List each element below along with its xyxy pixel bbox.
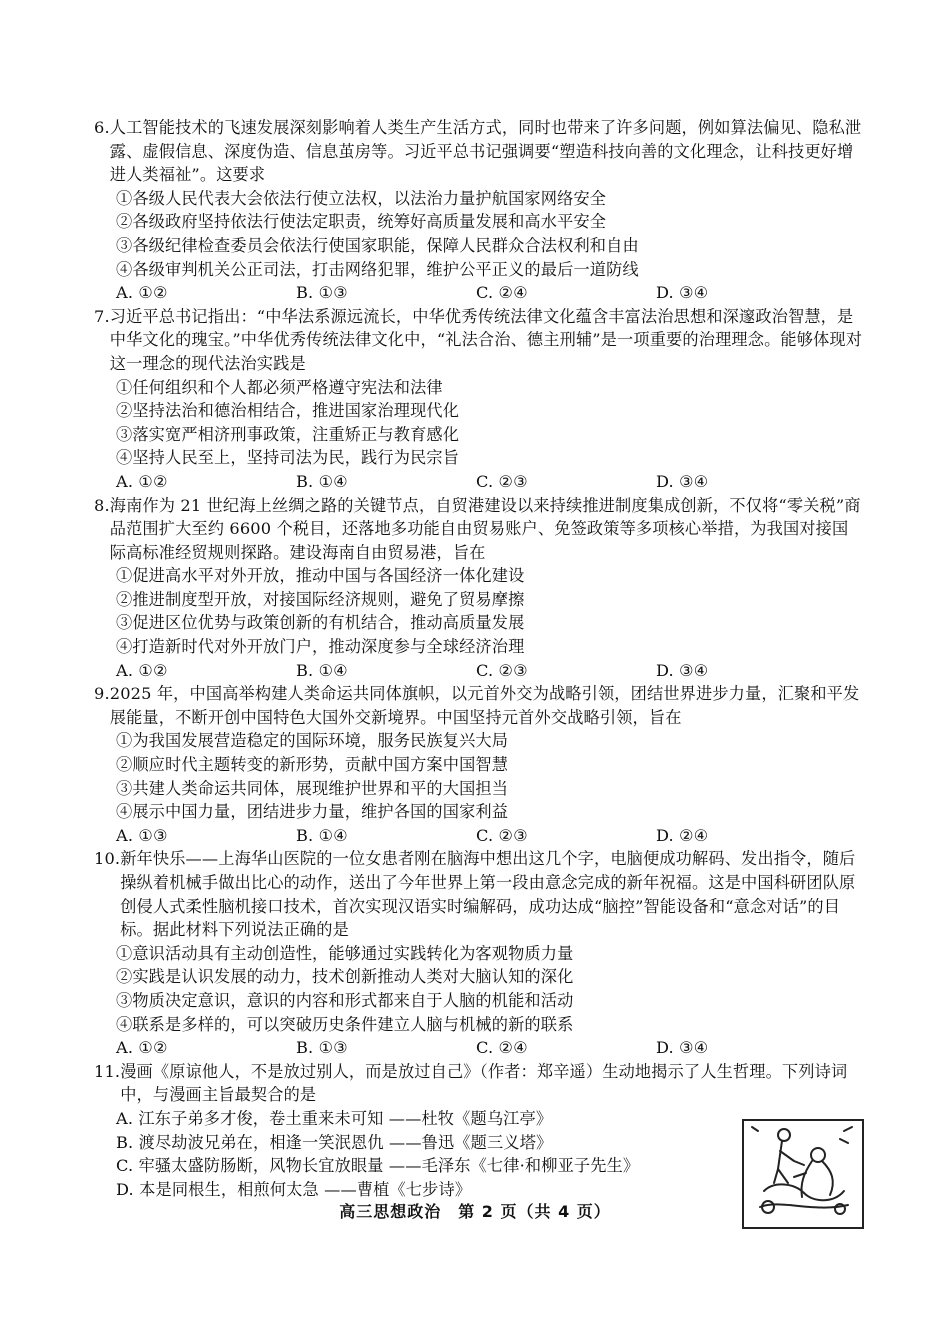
- option-4: ④各级审判机关公正司法，打击网络犯罪，维护公平正义的最后一道防线: [116, 259, 639, 279]
- option-1: ①促进高水平对外开放，推动中国与各国经济一体化建设: [116, 566, 525, 586]
- answer-choices: [94, 659, 864, 683]
- answer-choices: [94, 824, 864, 848]
- question-6: [94, 116, 864, 305]
- option-2: ②各级政府坚持依法行使法定职责，统筹好高质量发展和高水平安全: [116, 212, 607, 232]
- answer-d: D. 本是同根生，相煎何太急 ——曹植《七步诗》: [116, 1179, 472, 1199]
- option-3: ③物质决定意识，意识的内容和形式都来自于人脑的机能和活动: [116, 990, 574, 1010]
- choice-c: C. ②③: [476, 660, 528, 680]
- question-text: 2025 年，中国高举构建人类命运共同体旗帜，以元首外交为战略引领，团结世界进步力量，汇聚和平发展能量，不断开创中国特色大国外交新境界。中国坚持元首外交战略引领，旨在: [109, 684, 860, 727]
- question-stem: [94, 305, 864, 376]
- answer-b: B. 渡尽劫波兄弟在，相逢一笑泯恩仇 ——鲁迅《题三义塔》: [116, 1132, 553, 1152]
- answer-c: C. 牢骚太盛防肠断，风物长宜放眼量 ——毛泽东《七律·和柳亚子先生》: [116, 1156, 640, 1176]
- question-number: 6.: [94, 118, 110, 137]
- question-text: 海南作为 21 世纪海上丝绸之路的关键节点，自贸港建设以来持续推进制度集成创新，不仅将“零关税”商品范围扩大至约 6600 个税目，还落地多功能自由贸易账户、免签政策等多项核心举措，为我国对接国际高标准经贸规则探路。建设海南自由贸易港，旨在: [109, 495, 861, 562]
- question-stem: [94, 682, 864, 729]
- choice-d: D. ②④: [656, 825, 709, 845]
- question-stem: [94, 116, 864, 187]
- question-text: 新年快乐——上海华山医院的一位女患者刚在脑海中想出这几个字，电脑便成功解码、发出指令，随后操纵着机械手做出比心的动作，送出了今年世界上第一段由意念完成的新年祝福。这是中国科研团队原创侵人式柔性脑机接口技术，首次实现汉语实时编解码，成功达成“脑控”智能设备和“意念对话”的目标。据此材料下列说法正确的是: [120, 849, 856, 940]
- question-stem: [94, 847, 864, 941]
- question-number: 10.: [94, 849, 121, 869]
- option-2: ②推进制度型开放，对接国际经济规则，避免了贸易摩擦: [116, 589, 525, 609]
- choice-a: A. ①②: [116, 471, 168, 491]
- option-4: ④联系是多样的，可以突破历史条件建立人脑与机械的新的联系: [116, 1014, 574, 1034]
- question-text: 习近平总书记指出：“中华法系源远流长，中华优秀传统法律文化蕴含丰富法治思想和深邃政治智慧，是中华文化的瑰宝。”中华优秀传统法律文化中，“礼法合治、德主刑辅”是一项重要的治理理念。能够体现对这一理念的现代法治实践是: [109, 306, 863, 373]
- question-7: [94, 305, 864, 494]
- choice-a: A. ①②: [116, 660, 168, 680]
- question-9: [94, 682, 864, 847]
- question-stem: [94, 1060, 864, 1107]
- question-8: [94, 494, 864, 683]
- choice-b: B. ①③: [296, 283, 348, 303]
- exam-page: [94, 116, 864, 1229]
- option-1: ①意识活动具有主动创造性，能够通过实践转化为客观物质力量: [116, 943, 574, 963]
- choice-d: D. ③④: [656, 283, 709, 303]
- choice-d: D. ③④: [656, 660, 709, 680]
- option-2: ②实践是认识发展的动力，技术创新推动人类对大脑认知的深化: [116, 967, 574, 987]
- answer-choices: [94, 281, 864, 305]
- answer-choices: [94, 470, 864, 494]
- option-2: ②顺应时代主题转变的新形势，贡献中国方案中国智慧: [116, 755, 509, 775]
- option-2: ②坚持法治和德治相结合，推进国家治理现代化: [116, 401, 460, 421]
- choice-c: C. ②④: [476, 1038, 528, 1058]
- choice-c: C. ②③: [476, 471, 528, 491]
- option-3: ③落实宽严相济刑事政策，注重矫正与教育感化: [116, 424, 460, 444]
- question-10: [94, 847, 864, 1059]
- choice-d: D. ③④: [656, 471, 709, 491]
- choice-c: C. ②④: [476, 283, 528, 303]
- option-4: ④展示中国力量，团结进步力量，维护各国的国家利益: [116, 802, 509, 822]
- choice-d: D. ③④: [656, 1038, 709, 1058]
- page-footer: 高三思想政治 第 2 页（共 4 页）: [339, 1202, 611, 1221]
- question-number: 8.: [94, 495, 110, 515]
- choice-a: A. ①②: [116, 283, 168, 303]
- choice-b: B. ①④: [296, 825, 348, 845]
- option-1: ①任何组织和个人都必须严格遵守宪法和法律: [116, 377, 443, 397]
- question-text: 人工智能技术的飞速发展深刻影响着人类生产生活方式，同时也带来了许多问题，例如算法偏见、隐私泄露、虚假信息、深度伪造、信息茧房等。习近平总书记强调要“塑造科技向善的文化理念，让科技更好增进人类福祉”。这要求: [109, 118, 862, 185]
- question-text: 漫画《原谅他人，不是放过别人，而是放过自己》（作者：郑辛遥）生动地揭示了人生哲理。下列诗词中，与漫画主旨最契合的是: [120, 1061, 848, 1105]
- choice-c: C. ②③: [476, 825, 528, 845]
- answer-a: A. 江东子弟多才俊，卷土重来未可知 ——杜牧《题乌江亭》: [116, 1108, 553, 1128]
- option-3: ③共建人类命运共同体，展现维护世界和平的大国担当: [116, 778, 509, 798]
- choice-b: B. ①③: [296, 1038, 348, 1058]
- answer-choices: [94, 1036, 864, 1060]
- choice-b: B. ①④: [296, 660, 348, 680]
- choice-a: A. ①②: [116, 1038, 168, 1058]
- question-number: 11.: [94, 1061, 121, 1081]
- choice-b: B. ①④: [296, 471, 348, 491]
- option-3: ③各级纪律检查委员会依法行使国家职能，保障人民群众合法权利和自由: [116, 235, 639, 255]
- option-1: ①各级人民代表大会依法行使立法权，以法治力量护航国家网络安全: [116, 188, 607, 208]
- choice-a: A. ①③: [116, 825, 168, 845]
- question-stem: [94, 494, 864, 565]
- option-3: ③促进区位优势与政策创新的有机结合，推动高质量发展: [116, 613, 525, 633]
- question-number: 7.: [94, 306, 110, 326]
- option-4: ④坚持人民至上，坚持司法为民，践行为民宗旨: [116, 448, 460, 468]
- option-4: ④打造新时代对外开放门户，推动深度参与全球经济治理: [116, 637, 525, 657]
- question-number: 9.: [94, 684, 110, 704]
- option-1: ①为我国发展营造稳定的国际环境，服务民族复兴大局: [116, 731, 509, 751]
